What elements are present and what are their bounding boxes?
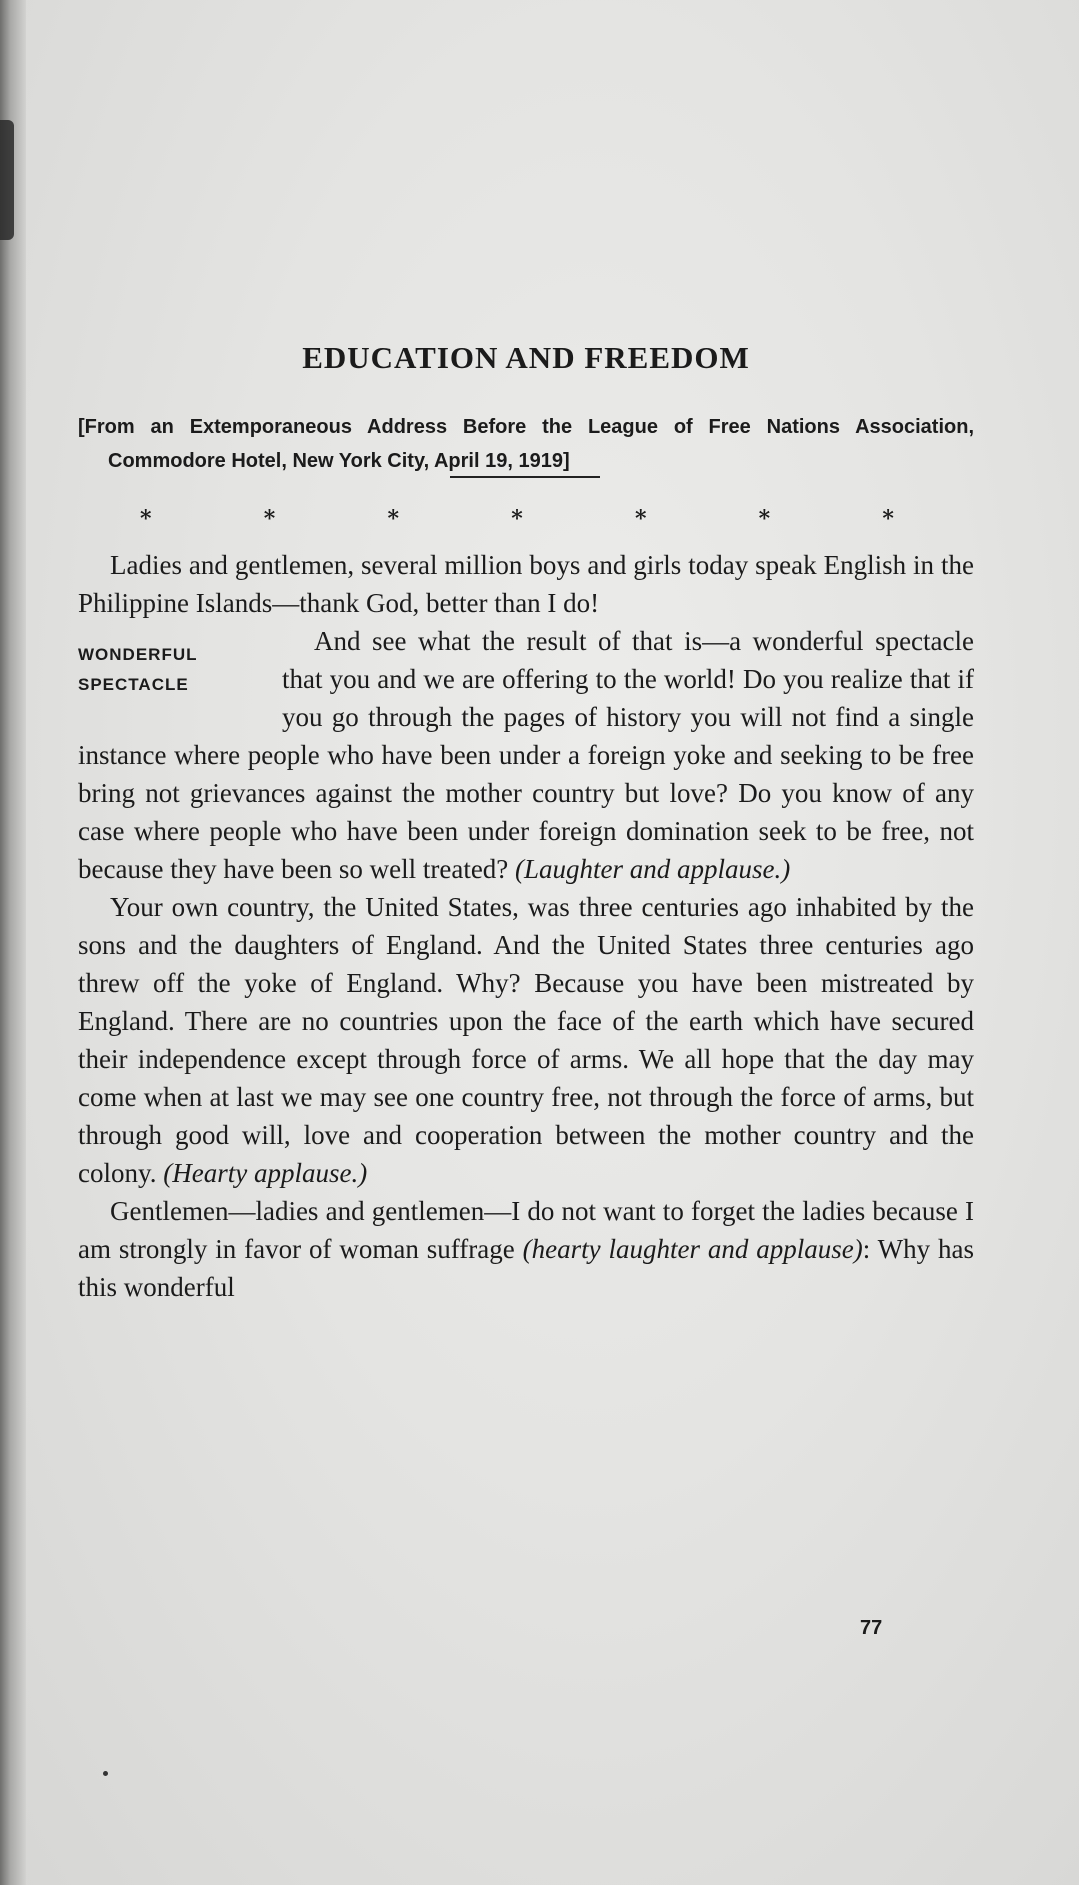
paragraph-4-text: Gentlemen—ladies and gentlemen—I do not want to forget the ladies because I am strongly in favor of woman suffrage bbox=[78, 1196, 974, 1264]
star: * bbox=[882, 506, 894, 532]
sidehead-line-2: SPECTACLE bbox=[78, 675, 189, 694]
stage-direction: (Hearty applause.) bbox=[163, 1158, 368, 1188]
ellipsis-stars bbox=[78, 504, 974, 534]
star: * bbox=[758, 506, 771, 532]
chapter-title: EDUCATION AND FREEDOM bbox=[302, 340, 750, 375]
stage-direction: (hearty laughter and applause) bbox=[522, 1234, 863, 1264]
star: * bbox=[511, 506, 523, 532]
binding-mark bbox=[0, 120, 14, 240]
star: * bbox=[634, 506, 647, 532]
paragraph-1: Ladies and gentlemen, several million boys and girls today speak English in the Philippine Islands—thank God, better than I do! bbox=[78, 550, 974, 618]
paragraph-2-text: And see what the result of that is—a wonderful spectacle that you and we are offering to the world! Do you realize that if you go through the pages of history you will not find a single instance where people who have been under a foreign yoke and seeking to be free bring not grievances against the mother country but love? Do you know of any case where people who have been under foreign domination seek to be free, not because they have been so well treated? bbox=[78, 626, 974, 884]
paragraph-3-text: Your own country, the United States, was three centuries ago inhabited by the sons and the daughters of England. And the United States three centuries ago threw off the yoke of England. Why? Because you have been mistreated by England. There are no countries upon the face of the earth which have secured their independence except through force of arms. We all hope that the day may come when at last we may see one country free, not through the force of arms, but through good will, love and cooperation between the mother country and the colony. bbox=[78, 892, 974, 1188]
paragraph-3 bbox=[78, 888, 974, 1192]
page-number: 77 bbox=[860, 1617, 883, 1639]
star: * bbox=[140, 506, 152, 532]
paragraph-2 bbox=[78, 622, 974, 888]
sidehead-line-1: WONDERFUL bbox=[78, 645, 198, 664]
source-note: [From an Extemporaneous Address Before the League of Free Nations Association, Commodore Hotel, New York City, April 19, 1919] bbox=[78, 416, 974, 472]
paragraph-4-continuation: : Why has this wonderful bbox=[78, 1234, 974, 1302]
star: * bbox=[387, 506, 399, 532]
stage-direction: (Laughter and applause.) bbox=[515, 854, 791, 884]
page-content bbox=[78, 340, 974, 1306]
marginal-sidehead bbox=[78, 640, 268, 700]
star: * bbox=[263, 506, 276, 532]
paper-speck bbox=[103, 1771, 108, 1776]
page-spine-shadow bbox=[0, 0, 26, 1885]
paragraph-4 bbox=[78, 1192, 974, 1306]
